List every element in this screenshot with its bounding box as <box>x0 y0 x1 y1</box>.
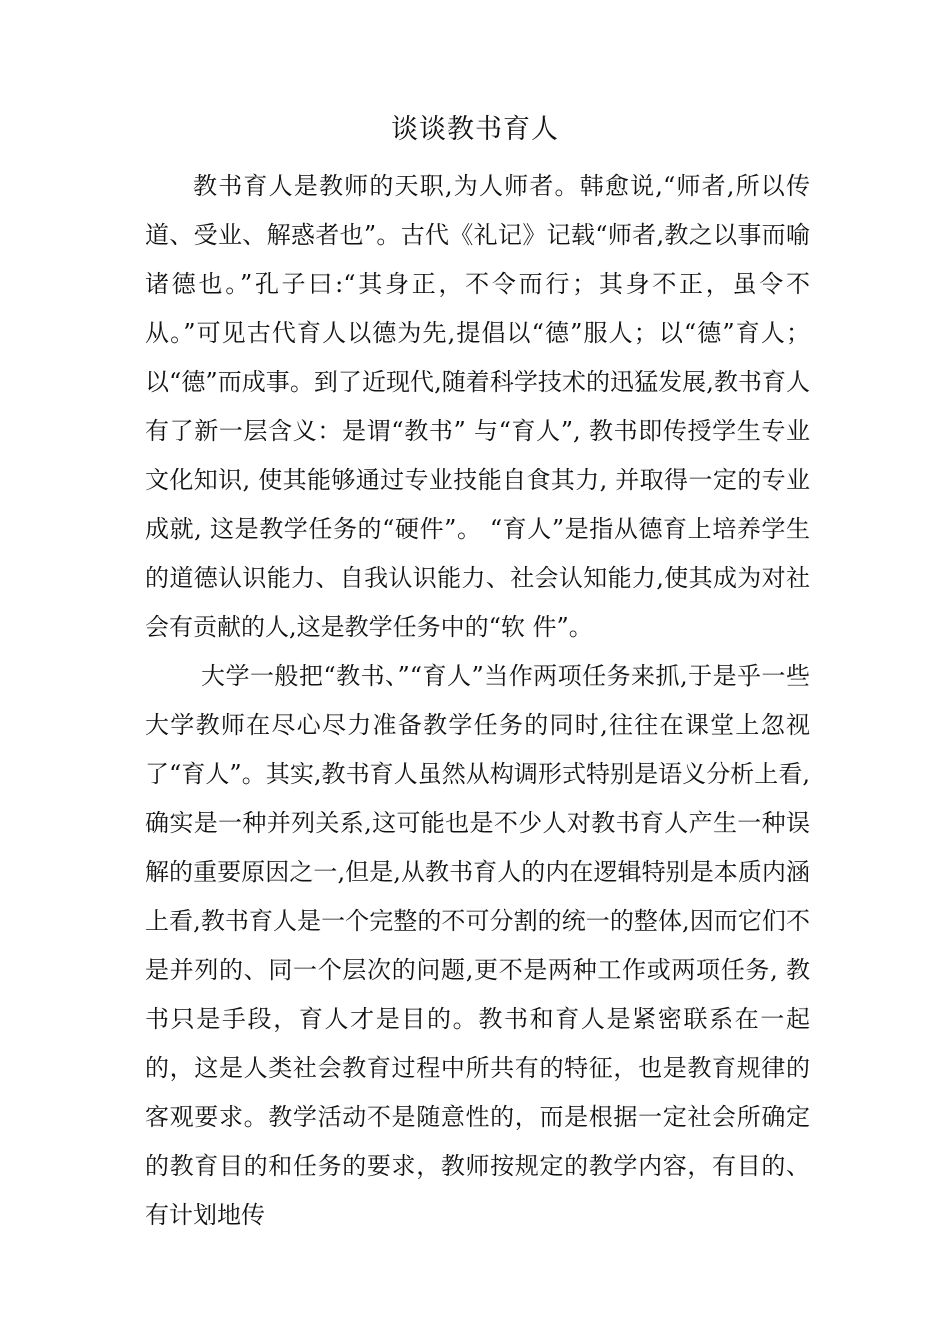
document-body <box>145 162 810 1240</box>
paragraph-2: 大学一般把“教书、”“育人”当作两项任务来抓,于是乎一些大学教师在尽心尽力准备教学任务的同时,往往在课堂上忽视了“育人”。其实,教书育人虽然从构调形式特别是语义分析上看,确实是一种并列关系,这可能也是不少人对教书育人产生一种误解的重要原因之一,但是,从教书育人的内在逻辑特别是本质内涵上看,教书育人是一个完整的不可分割的统一的整体,因而它们不是并列的、同一个层次的问题,更不是两种工作或两项任务, 教书只是手段，育人才是目的。教书和育人是紧密联系在一起的，这是人类社会教育过程中所共有的特征，也是教育规律的客观要求。教学活动不是随意性的，而是根据一定社会所确定的教育目的和任务的要求，教师按规定的教学内容，有目的、有计划地传 <box>145 662 810 1229</box>
document-title: 谈谈教书育人 <box>391 114 559 145</box>
paragraph-1: 教书育人是教师的天职,为人师者。韩愈说,“师者,所以传道、受业、解惑者也”。古代《礼记》记载“师者,教之以事而喻诸德也。”孔子曰:“其身正，不令而行；其身不正，虽令不 从。”可见古代育人以德为先,提倡以“德”服人；以“德”育人；以“德”而成事。到了近现代,随着科学技术的迅猛发展,教书育人有了新一层含义：是谓“教书” 与“育人”, 教书即传授学生专业文化知识, 使其能够通过专业技能自食其力, 并取得一定的专业成就, 这是教学任务的“硬件”。 “育人”是指从德育上培养学生的道德认识能力、自我认识能力、社会认知能力,使其成为对社会有贡献的人,这是教学任务中的“软 件”。 <box>145 172 810 641</box>
